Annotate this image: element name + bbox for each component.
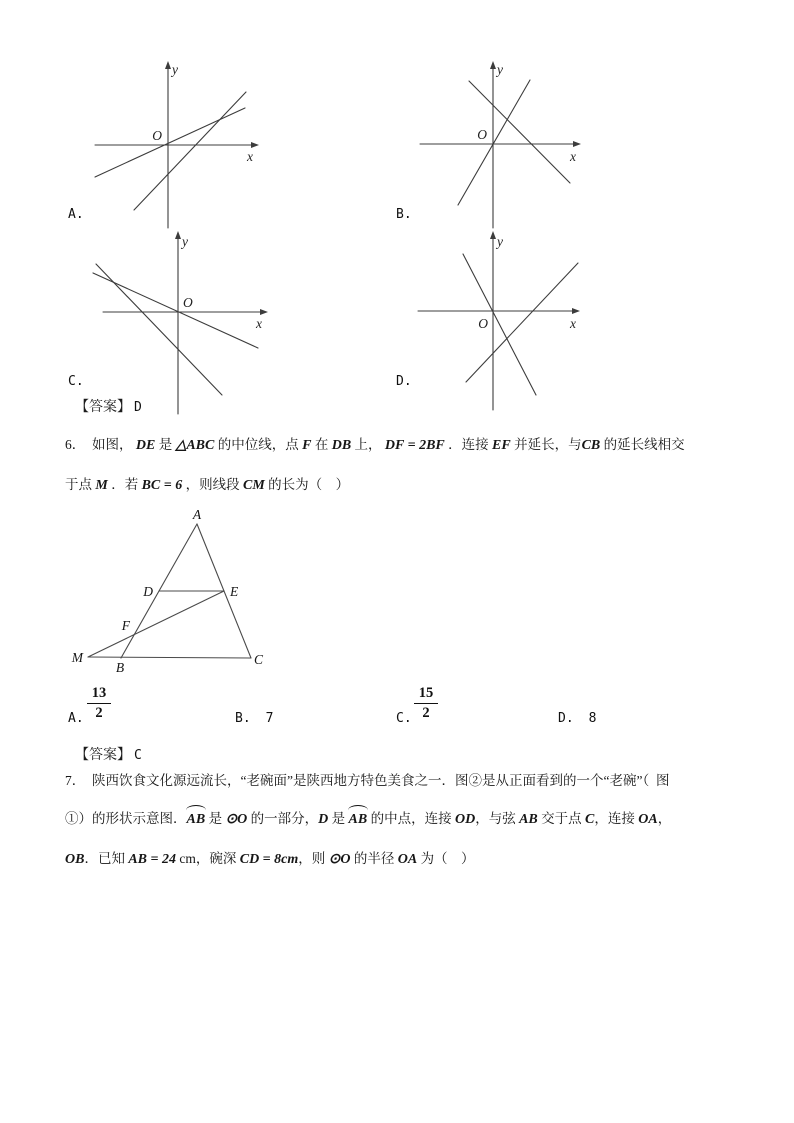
- text-segment: ．连接: [444, 437, 493, 452]
- arc-AB-segment: AB: [349, 809, 368, 831]
- math-segment: DE: [135, 438, 156, 453]
- fraction-denominator: 2: [95, 705, 103, 721]
- q6-triangle-figure: [70, 505, 270, 685]
- text-segment: 上，: [351, 437, 385, 452]
- point-label-E: E: [230, 584, 239, 599]
- math-segment: BC = 6: [141, 478, 183, 493]
- text-segment: ，与弦: [475, 811, 520, 826]
- x-axis-label: x: [256, 316, 262, 331]
- text-segment: 是: [155, 437, 176, 452]
- y-axis-label: y: [172, 62, 178, 77]
- text-segment: ，: [657, 811, 672, 826]
- math-segment: DB: [331, 438, 352, 453]
- x-axis-arrow-icon: [572, 308, 580, 314]
- arc-AB-segment: AB: [187, 809, 206, 831]
- math-segment: C: [585, 812, 595, 827]
- axes: [95, 68, 252, 228]
- x-axis-arrow-icon: [260, 309, 268, 315]
- math-segment: CM: [242, 478, 265, 493]
- x-axis-label: x: [247, 149, 253, 164]
- q5-graph-option-d: [412, 228, 597, 414]
- text-segment: ，则线段: [182, 477, 243, 492]
- q5-option-c-label: C.: [68, 374, 84, 389]
- q6-option-c-label: C.: [396, 711, 412, 726]
- math-segment: CB: [581, 438, 601, 453]
- text-segment: 于点: [65, 477, 96, 492]
- x-axis-label: x: [570, 149, 576, 164]
- origin-label: O: [477, 127, 487, 142]
- text-segment: 的长为（ ）: [264, 477, 350, 492]
- q6-option-a-label: A.: [68, 711, 84, 726]
- fraction-denominator: 2: [422, 705, 430, 721]
- answer-prefix: 【答案】: [75, 748, 131, 763]
- q6-option-a-value: [87, 685, 111, 722]
- q7-text-line1: 7． 陕西饮食文化源远流长，“老碗面”是陕西地方特色美食之一．图②是从正面看到的一个“老碗”（ 图: [65, 773, 670, 788]
- graph-c-lines: [93, 264, 258, 395]
- y-axis-arrow-icon: [490, 61, 496, 69]
- math-segment: F: [302, 438, 312, 453]
- answer-letter: D: [134, 400, 142, 415]
- text-segment: 是: [205, 811, 226, 826]
- math-segment: D: [318, 812, 329, 827]
- answer-prefix: 【答案】: [75, 400, 131, 415]
- math-segment: CD = 8cm: [239, 852, 299, 867]
- q6-answer-line: [75, 744, 142, 764]
- y-axis-label: y: [182, 234, 188, 249]
- q6-option-c-value: [414, 685, 438, 722]
- q5-graph-option-c: [88, 228, 278, 420]
- fraction-numerator: 13: [87, 685, 111, 704]
- y-axis-label: y: [497, 234, 503, 249]
- triangle-lines: [88, 524, 251, 658]
- origin-label: O: [478, 316, 488, 331]
- q6-text-line2: [65, 474, 349, 497]
- text-segment: ．已知: [84, 851, 129, 866]
- math-segment: DF = 2BF: [384, 438, 445, 453]
- text-segment: 的中点，连接: [367, 811, 455, 826]
- math-segment: AB: [519, 812, 538, 827]
- text-segment: 的延长线相交: [600, 437, 685, 452]
- graph-a-lines: [95, 92, 246, 210]
- x-axis-label: x: [570, 316, 576, 331]
- text-segment: 交于点: [537, 811, 586, 826]
- math-segment: OB: [65, 852, 85, 867]
- text-segment: 的中位线，点: [214, 437, 303, 452]
- y-axis-arrow-icon: [490, 231, 496, 239]
- q7-text-line2: [65, 808, 671, 831]
- q5-answer-line: [75, 396, 142, 416]
- text-segment: 的半径: [350, 851, 398, 866]
- origin-label: O: [183, 295, 193, 310]
- origin-label: O: [152, 128, 162, 143]
- text-segment: ，则: [298, 851, 329, 866]
- math-segment: M: [95, 478, 108, 493]
- q6-option-d: [558, 711, 596, 726]
- text-segment: 的一部分，: [247, 811, 319, 826]
- q5-graph-option-b: [415, 55, 595, 235]
- axes: [103, 238, 261, 414]
- math-segment: AB = 24: [128, 852, 176, 867]
- point-label-C: C: [254, 652, 264, 667]
- math-segment: △ABC: [175, 438, 215, 453]
- y-axis-arrow-icon: [165, 61, 171, 69]
- math-segment: EF: [492, 438, 511, 453]
- q5-option-d-label: D.: [396, 374, 412, 389]
- circle-O-segment: ⊙O: [328, 852, 351, 867]
- text-segment: 在: [311, 437, 332, 452]
- point-label-D: D: [143, 584, 153, 599]
- text-segment: 是: [328, 811, 349, 826]
- point-label-A: A: [192, 507, 202, 522]
- text-segment: 为（ ）: [417, 851, 475, 866]
- text-segment: 6． 如图，: [65, 437, 136, 452]
- q6-option-d-value: 8: [588, 711, 597, 726]
- text-segment: ①）的形状示意图．: [65, 811, 187, 826]
- q6-option-b: [235, 711, 273, 726]
- y-axis-label: y: [497, 62, 503, 77]
- q7-text-line3: [65, 848, 475, 871]
- point-label-M: M: [71, 650, 83, 665]
- q5-option-a-label: A.: [68, 207, 84, 222]
- math-segment: OA: [638, 812, 658, 827]
- axes: [420, 68, 574, 228]
- q5-option-b-label: B.: [396, 207, 412, 222]
- y-axis-arrow-icon: [175, 231, 181, 239]
- text-segment: cm，碗深: [175, 851, 240, 866]
- q6-option-d-label: D.: [558, 711, 574, 726]
- text-segment: ．若: [107, 477, 142, 492]
- q6-option-b-value: 7: [265, 711, 274, 726]
- text-segment: ，连接: [594, 811, 639, 826]
- axes: [418, 238, 573, 410]
- fraction-numerator: 15: [414, 685, 438, 704]
- q5-graph-option-a: [85, 55, 270, 235]
- x-axis-arrow-icon: [573, 141, 581, 147]
- point-label-F: F: [121, 618, 130, 633]
- q6-option-b-label: B.: [235, 711, 251, 726]
- graph-b-lines: [458, 80, 570, 205]
- answer-letter: C: [134, 748, 142, 763]
- math-segment: OD: [454, 812, 476, 827]
- q6-text-line1: [65, 434, 685, 457]
- text-segment: 并延长，与: [510, 437, 582, 452]
- x-axis-arrow-icon: [251, 142, 259, 148]
- math-segment: OA: [397, 852, 418, 867]
- circle-O-segment: ⊙O: [225, 812, 248, 827]
- point-label-B: B: [115, 660, 125, 675]
